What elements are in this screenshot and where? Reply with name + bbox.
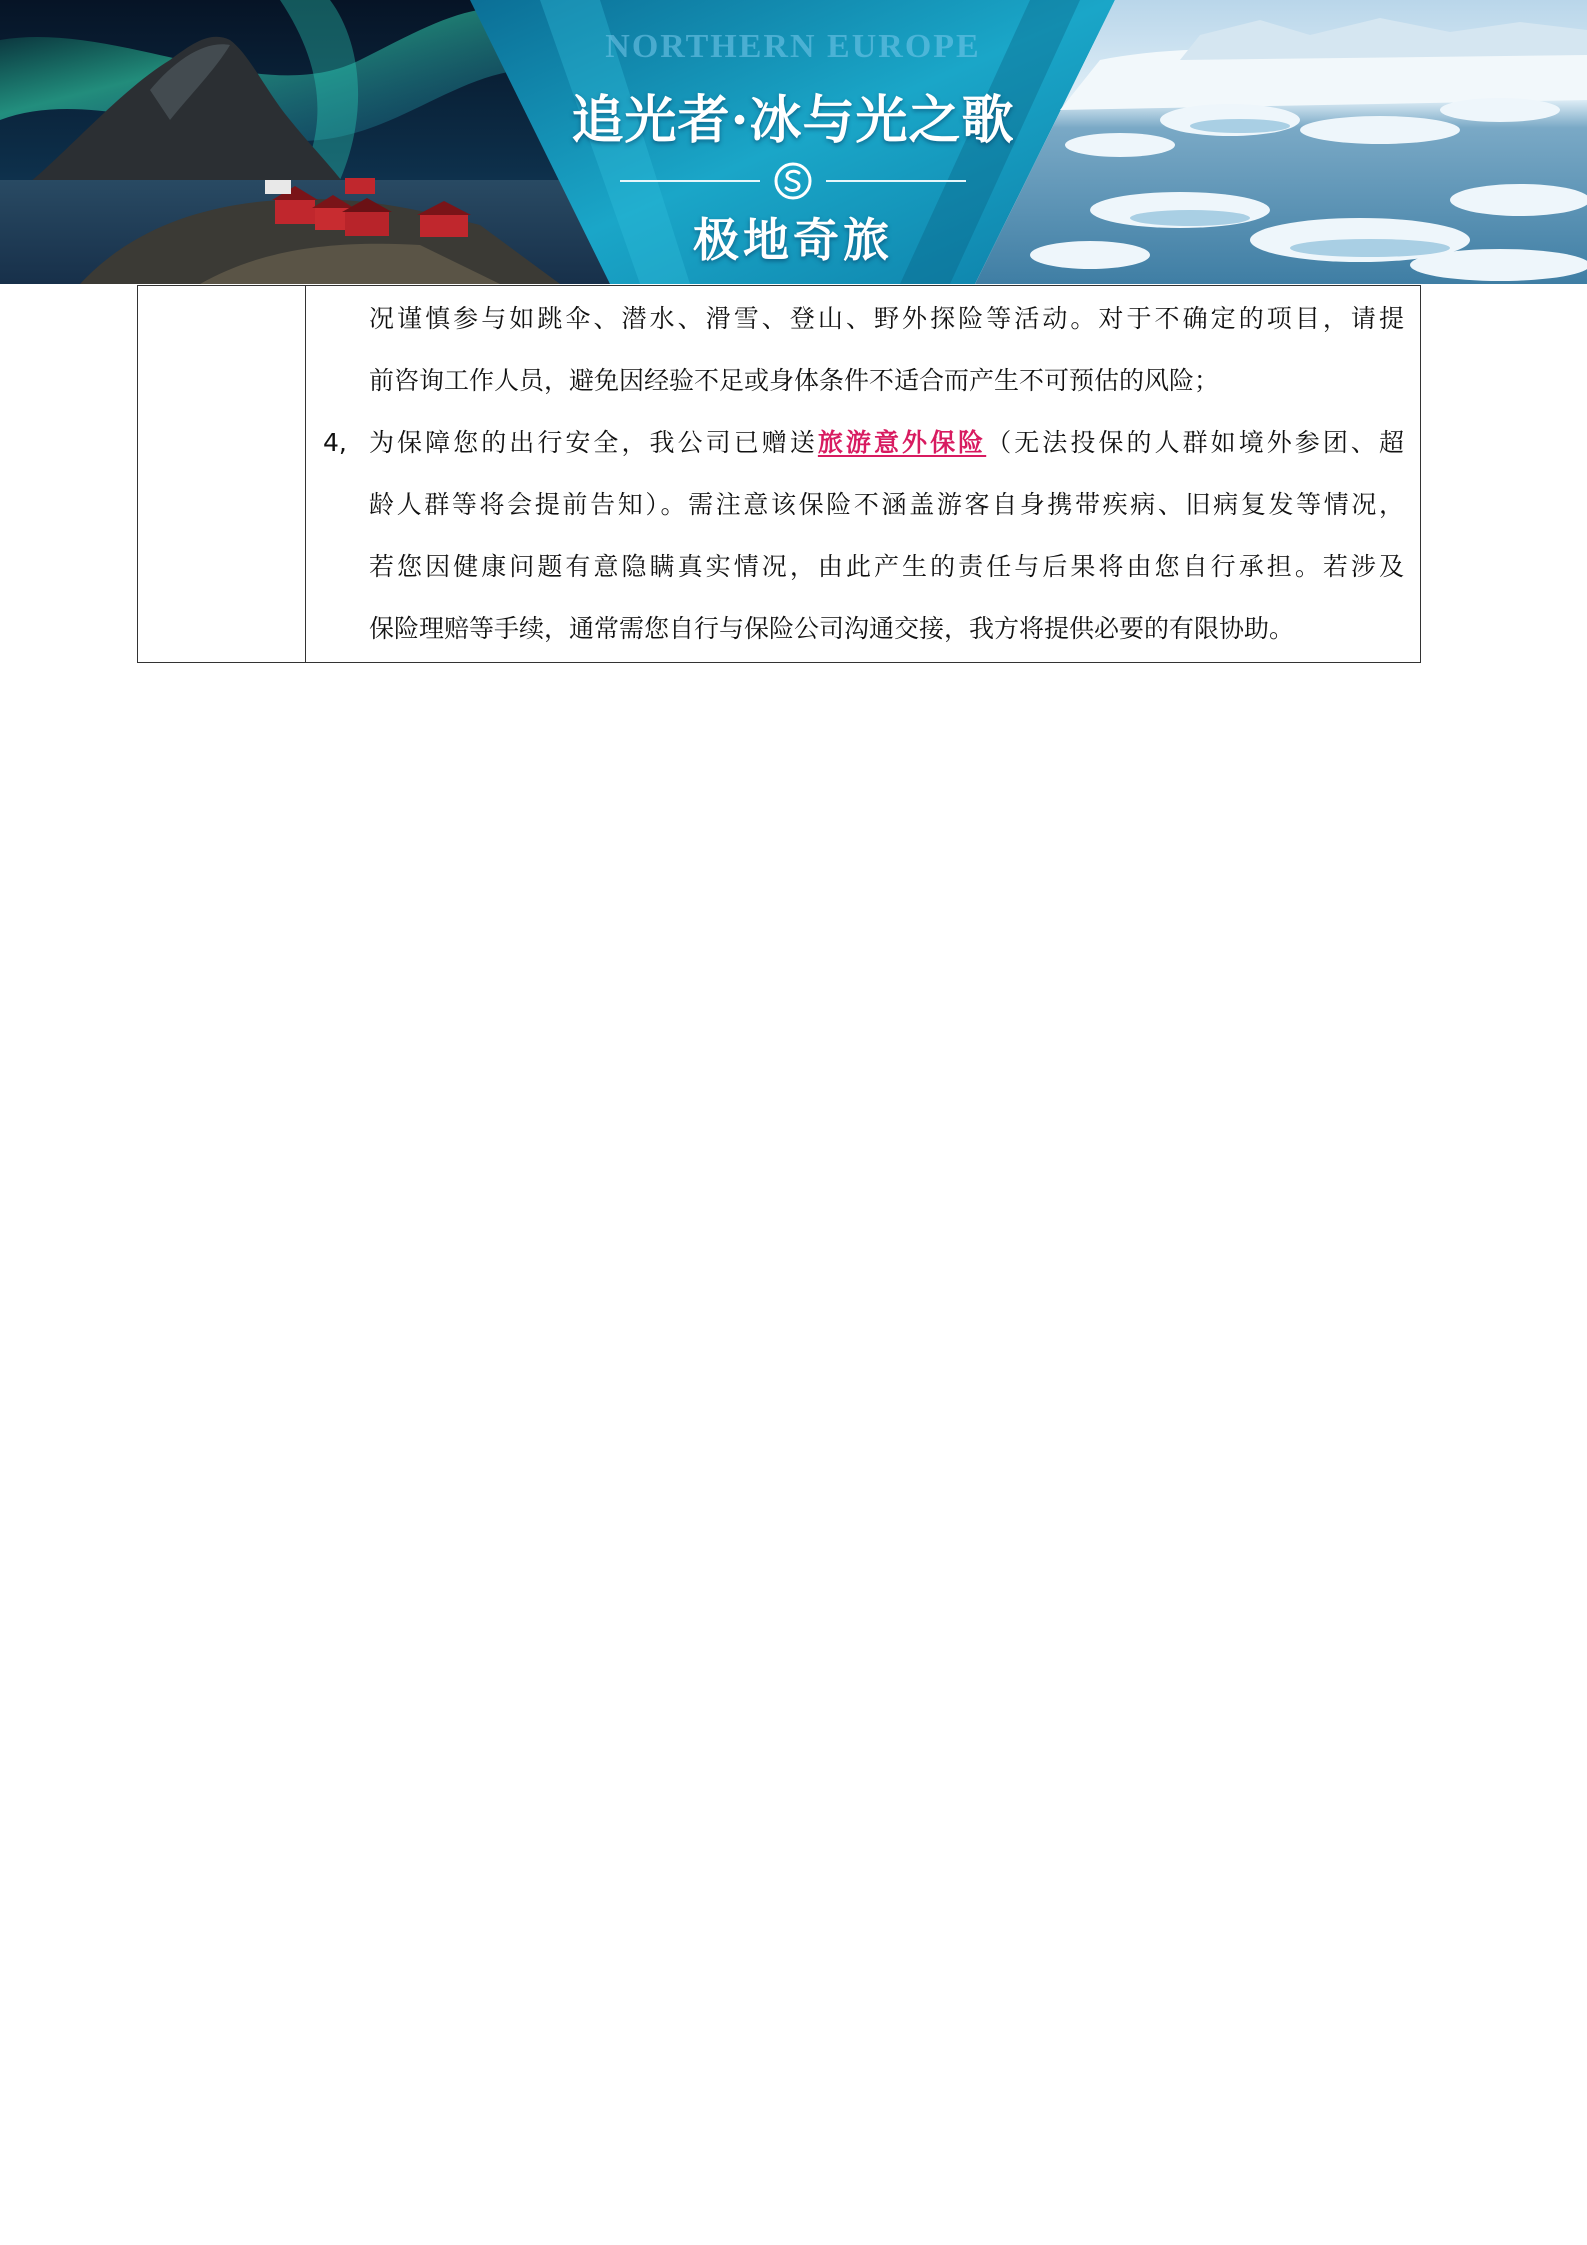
table-content-cell <box>306 286 1420 662</box>
list-item-text: （无法投保的人群如境外参团、超 <box>986 428 1404 457</box>
table-label-cell <box>138 286 306 662</box>
banner-title: 追光者·冰与光之歌 <box>571 90 1015 151</box>
brand-logo-icon <box>773 161 813 201</box>
text-line: 况谨慎参与如跳伞、潜水、滑雪、登山、野外探险等活动。对于不确定的项目，请提 <box>369 304 1404 333</box>
insurance-link[interactable]: 旅游意外保险 <box>817 428 987 457</box>
list-number: 4, <box>323 428 347 457</box>
text-line: 若您因健康问题有意隐瞒真实情况，由此产生的责任与后果将由您自行承担。若涉及 <box>369 552 1404 581</box>
banner-brand: 极地奇旅 <box>693 213 893 267</box>
text-line: 龄人群等将会提前告知）。需注意该保险不涵盖游客自身携带疾病、旧病复发等情况， <box>369 490 1404 519</box>
notice-table <box>137 285 1421 663</box>
list-item-4 <box>306 425 1404 461</box>
text-line: 保险理赔等手续，通常需您自行与保险公司沟通交接，我方将提供必要的有限协助。 <box>369 614 1295 643</box>
banner <box>0 0 1587 284</box>
banner-subtitle: NORTHERN EUROPE <box>605 28 981 65</box>
text-line: 前咨询工作人员，避免因经验不足或身体条件不适合而产生不可预估的风险； <box>369 366 1220 395</box>
list-item-text: 为保障您的出行安全，我公司已赠送 <box>369 428 818 457</box>
